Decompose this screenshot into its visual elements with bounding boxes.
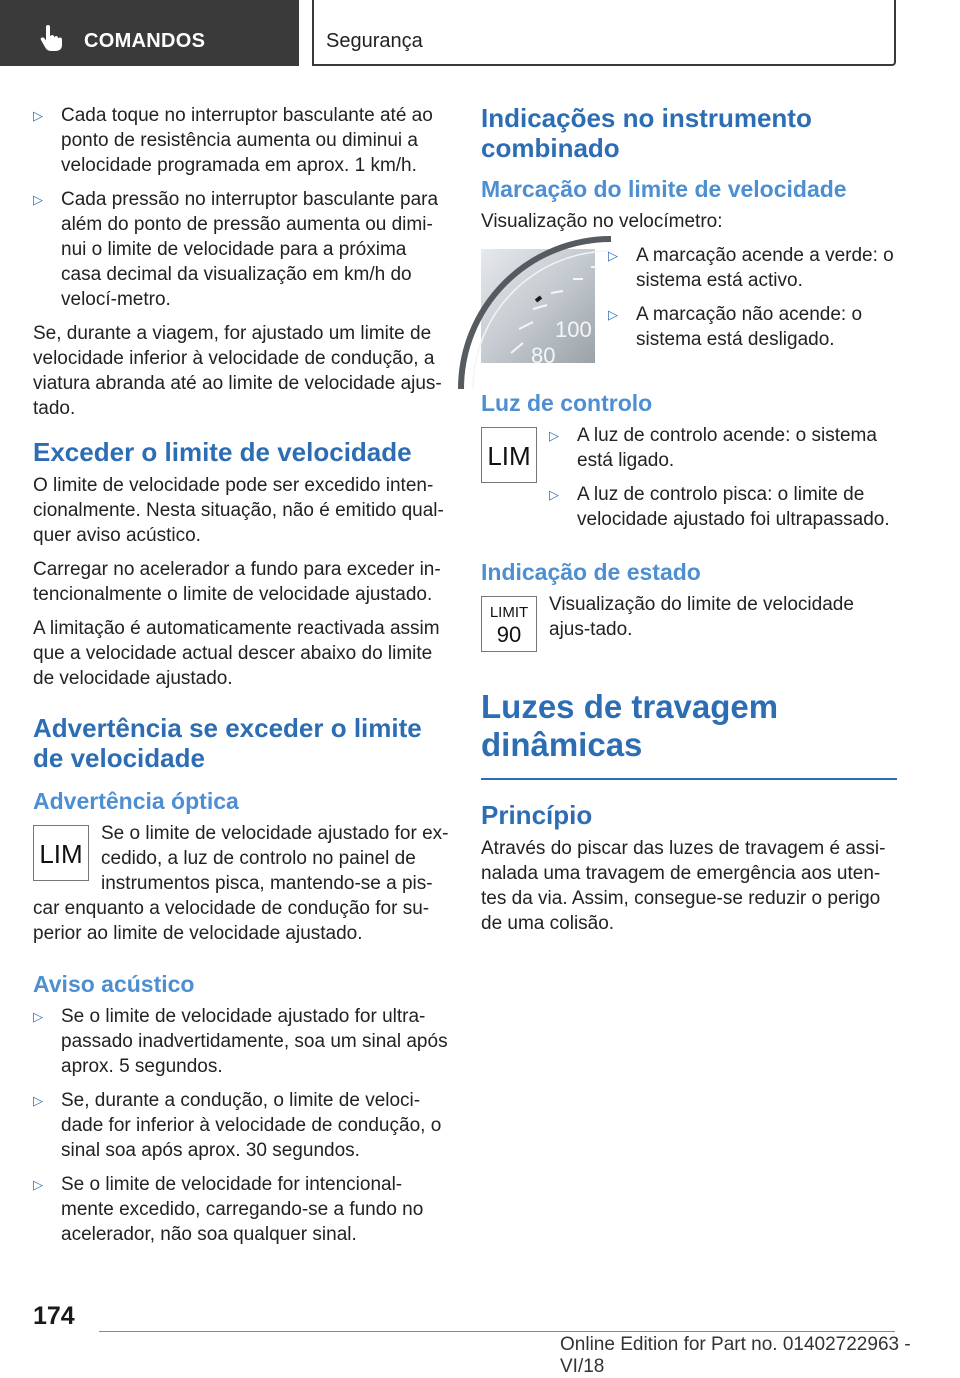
section-tab xyxy=(312,0,896,66)
bullet-list-acustico xyxy=(33,1004,449,1247)
heading-luzes-travagem: Luzes de travagem dinâmicas xyxy=(481,688,779,763)
list-item: ▷ Cada toque no interruptor basculante até ao ponto de resistência aumenta ou diminui a velocidade programada em aprox. 1 km/h. xyxy=(33,103,449,178)
heading-marcacao: Marcação do limite de velocidade xyxy=(481,176,847,202)
speedo-label-80: 80 xyxy=(531,343,556,368)
lim-icon-label: LIM xyxy=(487,441,531,471)
heading-exceder: Exceder o limite de velocidade xyxy=(33,437,412,467)
footer-divider xyxy=(99,1331,895,1332)
paragraph: Se o limite de velocidade ajustado for ex‐cedido, a luz de controlo no painel de instrumentos pisca, mantendo-se a pis‐car enquanto a velocidade de condução for su‐perior ao limite de velocidade ajustado. xyxy=(33,823,449,944)
speedometer-image xyxy=(481,249,595,368)
bullet-list-marcacao xyxy=(608,243,897,352)
speedometer-block xyxy=(481,243,897,368)
limit-icon-value: 90 xyxy=(496,622,522,647)
bullet-list-luz xyxy=(549,423,897,532)
list-item: ▷ A marcação não acende: o sistema está desligado. xyxy=(608,302,897,352)
list-item: ▷ A marcação acende a verde: o sistema está activo. xyxy=(608,243,897,293)
optica-block xyxy=(33,821,449,946)
heading-acustico: Aviso acústico xyxy=(33,971,195,997)
page-number: 174 xyxy=(33,1302,75,1330)
paragraph: Carregar no acelerador a fundo para exceder in‐tencionalmente o limite de velocidade ajustado. xyxy=(33,559,441,605)
list-item: ▷ Se o limite de velocidade for intencional‐mente excedido, carregando-se a fundo no acelerador, não soa qualquer sinal. xyxy=(33,1172,449,1247)
limit-icon-label: LIMIT xyxy=(489,604,529,621)
list-item: ▷ Se o limite de velocidade ajustado for ultra‐passado inadvertidamente, soa um sinal após aprox. 5 segundos. xyxy=(33,1004,449,1079)
section-label: Segurança xyxy=(326,30,423,52)
estado-block xyxy=(481,592,897,652)
limit-display-icon xyxy=(481,596,537,652)
paragraph: A limitação é automaticamente reactivada assim que a velocidade actual descer abaixo do limite de velocidade ajustado. xyxy=(33,618,440,689)
heading-estado: Indicação de estado xyxy=(481,559,701,585)
paragraph: Se, durante a viagem, for ajustado um limite de velocidade inferior à velocidade de condução, a viatura abranda até ao limite de velocidade ajus‐tado. xyxy=(33,323,442,419)
hand-pointer-icon xyxy=(40,25,64,51)
lim-icon-label: LIM xyxy=(39,839,83,869)
lim-indicator-icon xyxy=(481,427,537,483)
chapter-label: COMANDOS xyxy=(84,30,206,52)
list-item: ▷ Se, durante a condução, o limite de veloci‐dade for inferior à velocidade de condução, o sinal soa após aprox. 30 segundos. xyxy=(33,1088,449,1163)
edition-line: Online Edition for Part no. 01402722963 - VI/18 xyxy=(560,1334,911,1377)
paragraph: Visualização do limite de velocidade ajus‐tado. xyxy=(549,594,854,640)
bullet-list-rocker xyxy=(33,103,449,312)
chapter-tab xyxy=(0,0,299,66)
luz-block xyxy=(481,423,897,532)
list-item: ▷ A luz de controlo acende: o sistema está ligado. xyxy=(549,423,897,473)
heading-optica: Advertência óptica xyxy=(33,788,239,814)
heading-principio: Princípio xyxy=(481,800,593,830)
speedo-label-100: 100 xyxy=(555,317,592,342)
paragraph: Através do piscar das luzes de travagem é assi‐nalada uma travagem de emergência aos uten‐tes da via. Assim, consegue-se reduzir o perigo de uma colisão. xyxy=(481,838,886,934)
paragraph: Visualização no velocímetro: xyxy=(481,211,723,232)
right-column xyxy=(481,103,897,945)
heading-advertencia: Advertência se exceder o limite de velocidade xyxy=(33,713,422,773)
heading-indicacoes: Indicações no instrumento combinado xyxy=(481,103,812,163)
page-header xyxy=(0,0,960,66)
section-divider xyxy=(481,778,897,780)
heading-luz: Luz de controlo xyxy=(481,390,653,416)
left-column xyxy=(33,103,449,1256)
list-item: ▷ A luz de controlo pisca: o limite de velocidade ajustado foi ultrapassado. xyxy=(549,482,897,532)
lim-indicator-icon xyxy=(33,825,89,881)
list-item: ▷ Cada pressão no interruptor basculante para além do ponto de pressão aumenta ou dimi‐nui o limite de velocidade para a próxima casa decimal da visualização em km/h do velocí‐metro. xyxy=(33,187,449,312)
paragraph: O limite de velocidade pode ser excedido inten‐cionalmente. Nesta situação, não é emitido qual‐quer aviso acústico. xyxy=(33,475,444,546)
